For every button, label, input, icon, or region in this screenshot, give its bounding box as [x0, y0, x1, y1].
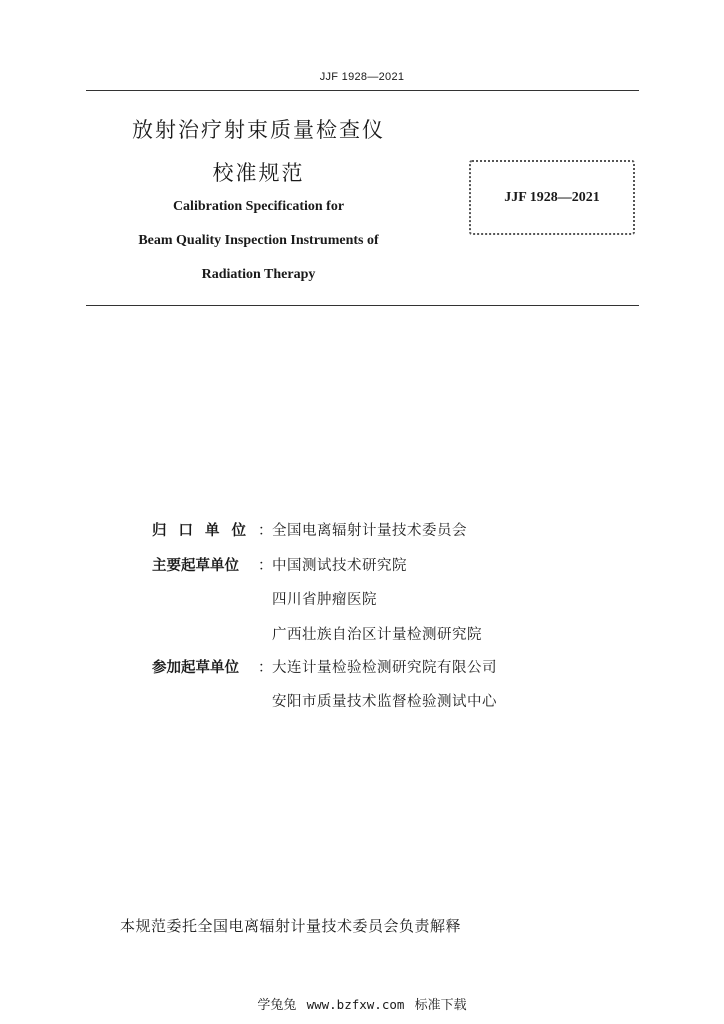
main-drafter-2: 四川省肿瘤医院	[272, 592, 377, 608]
responsible-unit-label: 归口单位	[152, 523, 258, 539]
title-chinese-line-1: 放射治疗射束质量检查仪	[132, 118, 385, 142]
title-english-line-3: Radiation Therapy	[201, 267, 316, 282]
responsible-unit-colon: ：	[258, 523, 273, 539]
participating-drafter-row-2	[0, 690, 724, 712]
interpretation-note: 本规范委托全国电离辐射计量技术委员会负责解释	[120, 917, 462, 935]
title-chinese-line-2: 校准规范	[212, 161, 305, 185]
watermark	[0, 994, 724, 1013]
participating-drafter-row-1	[0, 656, 724, 678]
main-drafter-row-1	[0, 554, 724, 576]
title-english-line-1: Calibration Specification for	[172, 199, 345, 214]
watermark-url: www.bzfxw.com	[306, 997, 405, 1012]
participating-drafter-1: 大连计量检验检测研究院有限公司	[272, 660, 497, 676]
responsible-unit-value: 全国电离辐射计量技术委员会	[272, 523, 467, 539]
title-divider	[86, 305, 639, 306]
main-drafter-3: 广西壮族自治区计量检测研究院	[272, 627, 482, 643]
standard-code-box-text: JJF 1928—2021	[504, 189, 600, 205]
main-drafter-row-3	[0, 623, 724, 645]
header-divider	[86, 90, 639, 91]
responsible-unit-row	[0, 519, 724, 541]
participating-drafters-colon: ：	[258, 660, 273, 676]
watermark-site: 学兔兔	[257, 998, 297, 1013]
participating-drafters-label: 参加起草单位	[152, 660, 239, 676]
main-drafters-colon: ：	[258, 558, 273, 574]
header-standard-code: JJF 1928—2021	[319, 71, 405, 83]
watermark-tag: 标准下载	[414, 998, 467, 1013]
main-drafters-label: 主要起草单位	[152, 558, 239, 574]
standard-code-box	[469, 160, 635, 235]
main-drafter-row-2	[0, 588, 724, 610]
participating-drafter-2: 安阳市质量技术监督检验测试中心	[272, 694, 497, 710]
title-english-line-2: Beam Quality Inspection Instruments of	[138, 233, 379, 248]
main-drafter-1: 中国测试技术研究院	[272, 558, 407, 574]
